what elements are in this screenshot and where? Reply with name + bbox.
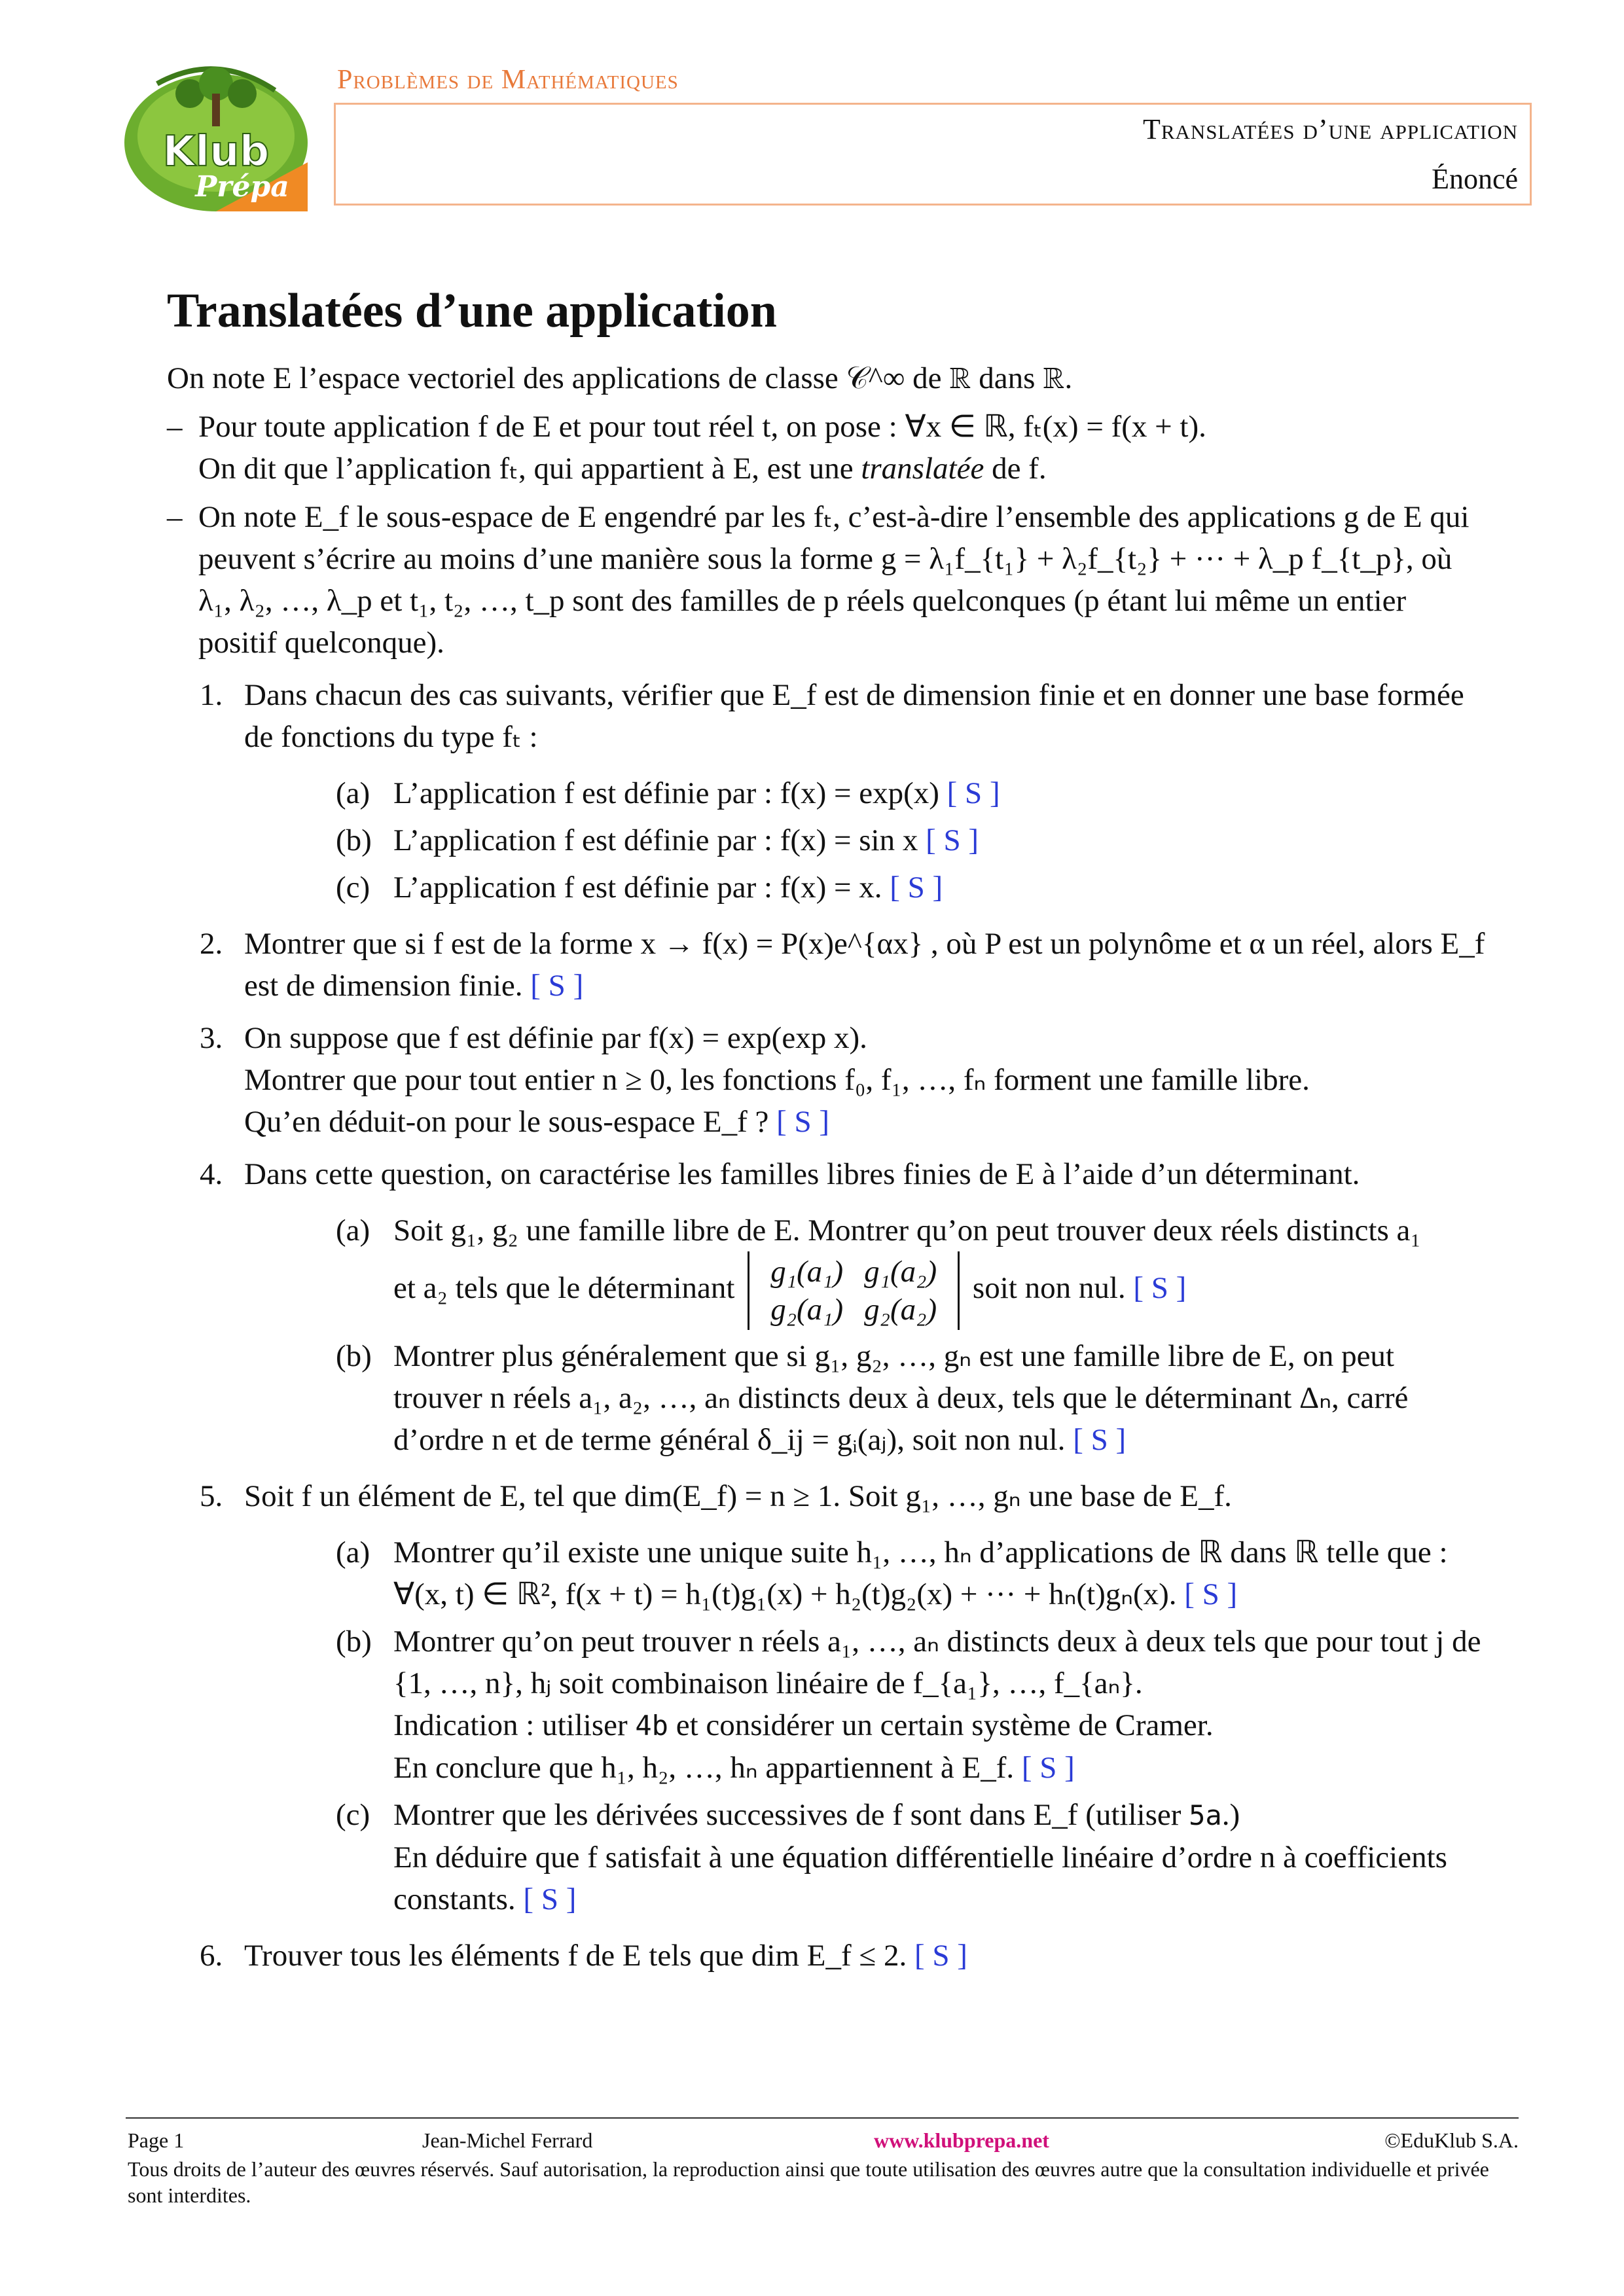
logo-word-prepa: Prépa: [195, 170, 289, 204]
solution-link-2[interactable]: [ S ]: [530, 969, 584, 1003]
definition-text: On dit que l’application fₜ, qui appartient à E, est une: [198, 452, 861, 486]
subquestion-line-2: [393, 1573, 1489, 1615]
footer-divider: [126, 2117, 1519, 2119]
question-4: [167, 1153, 1489, 1461]
subquestion-number: (c): [336, 870, 370, 905]
subquestion-text-end: soit non nul.: [972, 1270, 1126, 1305]
question-number: 2.: [200, 927, 223, 961]
question-5c: [244, 1794, 1489, 1920]
subquestion-number: (a): [336, 1213, 370, 1247]
solution-link-5a[interactable]: [ S ]: [1184, 1577, 1238, 1611]
question-3: [167, 1017, 1489, 1143]
subquestion-text-end: .): [1221, 1798, 1240, 1832]
definition-subspace: [167, 496, 1489, 664]
question-1b: [244, 819, 1489, 861]
header-box: [334, 103, 1532, 206]
klubprepa-logo: [118, 58, 314, 215]
website-link[interactable]: www.klubprepa.net: [874, 2128, 1049, 2152]
series-title: Problèmes de Mathématiques: [337, 65, 679, 95]
question-number: 1.: [200, 678, 223, 712]
hint-reference: 4b: [635, 1710, 668, 1742]
question-2: [167, 923, 1489, 1007]
subquestion-number: (c): [336, 1798, 370, 1832]
question-number: 5.: [200, 1479, 223, 1513]
question-5b: [244, 1621, 1489, 1789]
question-4b: [244, 1335, 1489, 1461]
subquestion-number: (b): [336, 1624, 372, 1659]
definition-line-1: – Pour toute application f de E et pour tout réel t, on pose : ∀x ∈ ℝ, fₜ(x) = f(x + t).: [198, 410, 1206, 444]
subquestion-text: L’application f est définie par : f(x) = x.: [393, 870, 882, 905]
question-number: 6.: [200, 1939, 223, 1973]
question-text: Dans chacun des cas suivants, vérifier que E_f est de dimension finie et en donner une base formée de fonctions du type fₜ :: [244, 678, 1464, 754]
subquestion-hint: [393, 1704, 1489, 1747]
det-cell-21: g₂(a₁): [770, 1293, 844, 1327]
det-cell-12: g₁(a₂): [864, 1255, 937, 1289]
question-text: Trouver tous les éléments f de E tels que dim E_f ≤ 2.: [244, 1939, 907, 1973]
question-4a: [244, 1210, 1489, 1330]
subquestion-formula: ∀(x, t) ∈ ℝ², f(x + t) = h₁(t)g₁(x) + h₂(t)g₂(x) + ··· + hₙ(t)gₙ(x).: [393, 1577, 1177, 1611]
subquestion-text: En déduire que f satisfait à une équation différentielle linéaire d’ordre n à coefficients constants.: [393, 1840, 1447, 1916]
header-document-title: Translatées d’une application: [1142, 113, 1518, 145]
question-5: [167, 1475, 1489, 1920]
subquestion-text: Montrer plus généralement que si g₁, g₂, …, gₙ est une famille libre de E, on peut trouver n réels a₁, a₂, …, aₙ distincts deux à deux, tels que le déterminant Δₙ, carré d’ordre n et de terme général δ_ij = gᵢ(aⱼ), soit non nul.: [393, 1339, 1409, 1457]
subquestion-line-2: [393, 1251, 1489, 1330]
subquestion-line-1: Soit g₁, g₂ une famille libre de E. Montrer qu’on peut trouver deux réels distincts a₁: [393, 1213, 1421, 1247]
definition-emphasis: translatée: [861, 452, 984, 486]
subquestion-number: (a): [336, 776, 370, 810]
definition-text-end: de f.: [984, 452, 1047, 486]
author-name: Jean-Michel Ferrard: [422, 2128, 593, 2152]
intro-text: On note E l’espace vectoriel des applications de classe 𝒞^∞ de ℝ dans ℝ.: [167, 361, 1073, 395]
subquestion-text: Montrer que les dérivées successives de f sont dans E_f (utiliser: [393, 1798, 1189, 1832]
question-line-3-text: Qu’en déduit-on pour le sous-espace E_f ?: [244, 1105, 769, 1139]
subquestion-text: L’application f est définie par : f(x) = sin x: [393, 823, 918, 857]
solution-link-4b[interactable]: [ S ]: [1073, 1423, 1127, 1457]
hint-text: Indication : utiliser: [393, 1708, 636, 1742]
hint-text-end: et considérer un certain système de Cramer.: [668, 1708, 1214, 1742]
solution-link-3[interactable]: [ S ]: [776, 1105, 830, 1139]
question-text: Dans cette question, on caractérise les familles libres finies de E à l’aide d’un déterminant.: [244, 1157, 1360, 1191]
header-document-type: Énoncé: [1432, 163, 1518, 195]
solution-link-1c[interactable]: [ S ]: [890, 870, 943, 905]
subquestion-line-1: Montrer qu’il existe une unique suite h₁, …, hₙ d’applications de ℝ dans ℝ telle que :: [393, 1535, 1448, 1570]
question-1a: [244, 772, 1489, 814]
question-line-3: [244, 1101, 1489, 1143]
solution-link-5c[interactable]: [ S ]: [523, 1882, 577, 1916]
page-number: Page 1: [128, 2128, 185, 2152]
subquestion-text: En conclure que h₁, h₂, …, hₙ appartiennent à E_f.: [393, 1751, 1015, 1785]
question-number: 3.: [200, 1021, 223, 1055]
logo-word-klub: Klub: [162, 128, 270, 176]
question-reference: 5a: [1189, 1799, 1222, 1831]
det-cell-11: g₁(a₁): [770, 1255, 844, 1289]
solution-link-4a[interactable]: [ S ]: [1133, 1270, 1187, 1305]
solution-link-1a[interactable]: [ S ]: [947, 776, 1000, 810]
det-cell-22: g₂(a₂): [864, 1293, 937, 1327]
solution-link-6[interactable]: [ S ]: [914, 1939, 967, 1973]
subquestion-line-2: [393, 1837, 1489, 1920]
subquestion-line-1: [393, 1794, 1489, 1837]
question-1c: [244, 867, 1489, 908]
solution-link-5b[interactable]: [ S ]: [1021, 1751, 1075, 1785]
solution-link-1b[interactable]: [ S ]: [926, 823, 979, 857]
question-5a: [244, 1532, 1489, 1615]
subquestion-line-3: [393, 1747, 1489, 1789]
footer: [128, 2127, 1519, 2208]
subquestion-number: (b): [336, 1339, 372, 1373]
definition-subspace-text: – On note E_f le sous-espace de E engendré par les fₜ, c’est-à-dire l’ensemble des applications g de E qui peuvent s’écrire au moins d’une manière sous la forme g = λ₁f_{t₁} + λ₂f_{t₂} + ··· + λ_p f_{t_p}, où λ₁, λ₂, …, λ_p et t₁, t₂, …, t_p sont des familles de p réels quelconques (p étant lui même un entier positif quelconque).: [198, 500, 1470, 660]
question-text: Montrer que si f est de la forme x → f(x) = P(x)e^{αx} , où P est un polynôme et α un réel, alors E_f est de dimension finie.: [244, 927, 1485, 1003]
question-line-1: On suppose que f est définie par f(x) = exp(exp x).: [244, 1021, 867, 1055]
subquestion-text: L’application f est définie par : f(x) = exp(x): [393, 776, 939, 810]
definition-translatee: [167, 406, 1489, 490]
document-body: [167, 281, 1489, 1977]
subquestion-line-1: Montrer qu’on peut trouver n réels a₁, …, aₙ distincts deux à deux tels que pour tout j de {1, …, n}, hⱼ soit combinaison linéaire de f_{a₁}, …, f_{aₙ}.: [393, 1624, 1481, 1700]
question-text: Soit f un élément de E, tel que dim(E_f) = n ≥ 1. Soit g₁, …, gₙ une base de E_f.: [244, 1479, 1232, 1513]
subquestion-number: (a): [336, 1535, 370, 1570]
determinant-2x2: [748, 1251, 960, 1330]
subquestion-number: (b): [336, 823, 372, 857]
question-6: [167, 1935, 1489, 1977]
page-title: Translatées d’une application: [167, 284, 777, 338]
question-1: [167, 674, 1489, 908]
definition-line-2: [198, 448, 1489, 490]
subquestion-text: et a₂ tels que le déterminant: [393, 1270, 735, 1305]
question-number: 4.: [200, 1157, 223, 1191]
copyright-notice: ©EduKlub S.A.: [1384, 2128, 1519, 2152]
question-line-2: Montrer que pour tout entier n ≥ 0, les fonctions f₀, f₁, …, fₙ forment une famille libre.: [244, 1063, 1310, 1097]
legal-notice: Tous droits de l’auteur des œuvres réservés. Sauf autorisation, la reproduction ainsi que toute utilisation des œuvres autre que la consultation individuelle et privée sont interdites.: [128, 2157, 1489, 2207]
